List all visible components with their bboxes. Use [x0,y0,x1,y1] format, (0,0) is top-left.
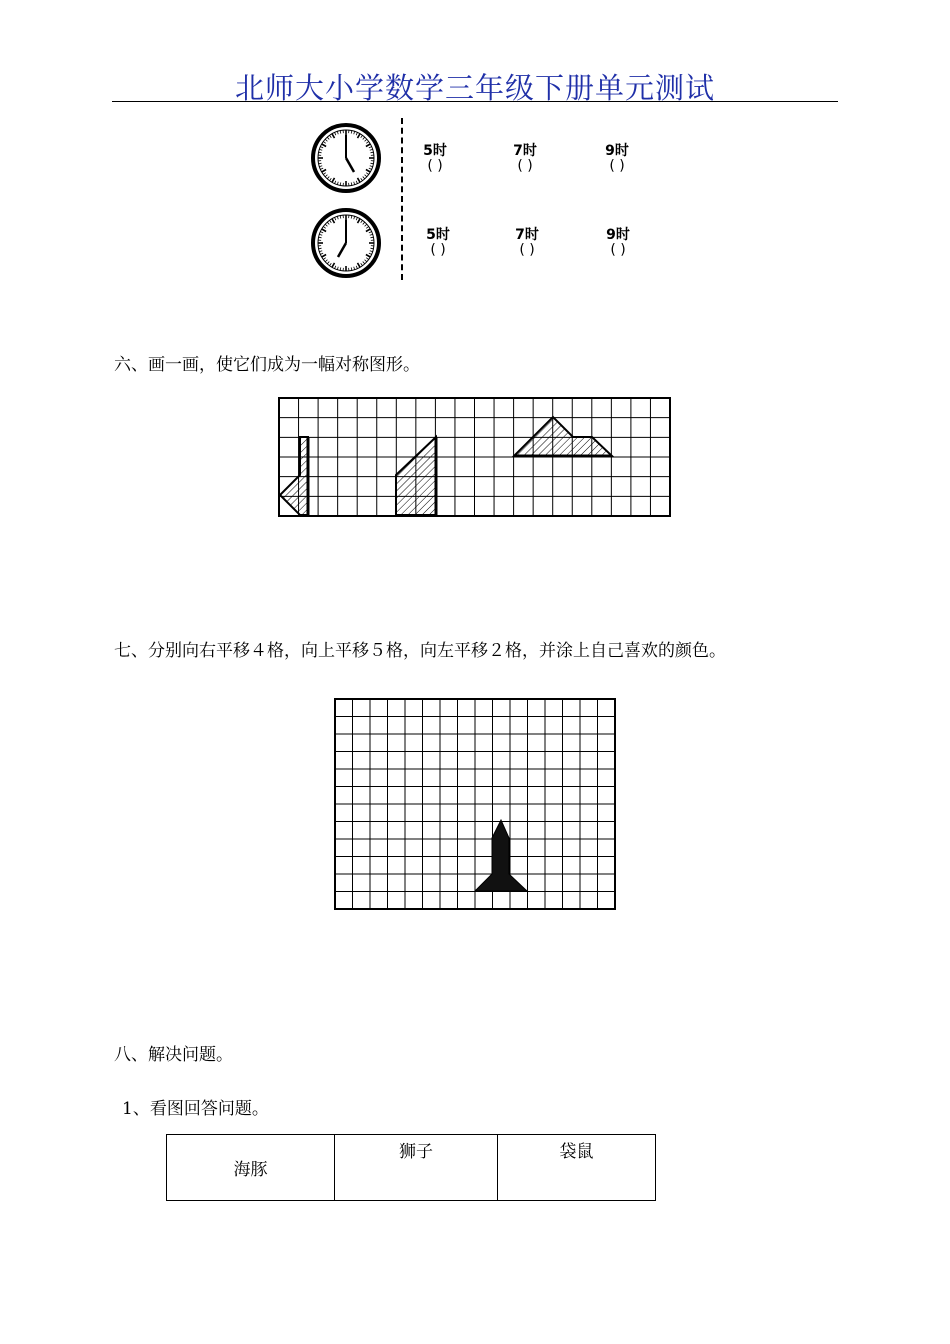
q8-heading: 八、解决问题。 [114,1045,233,1065]
q6-shape-left [280,437,308,515]
q7-translation-grid[interactable] [334,698,617,911]
option-label: 9时 [605,143,629,159]
q7-arrow-shape [475,820,527,891]
answer-blank[interactable]: ( ) [610,242,626,258]
page-title: 北师大小学数学三年级下册单元测试 [234,71,715,105]
answer-blank[interactable]: ( ) [430,242,446,258]
q6-shape-right [514,417,612,456]
clock-icon-7 [310,207,382,279]
clock-divider [401,118,403,280]
q8-animal-table [166,1134,656,1201]
table-cell-kangaroo: 袋鼠 [498,1135,656,1201]
table-cell-dolphin: 海豚 [167,1135,335,1201]
answer-blank[interactable]: ( ) [519,242,535,258]
clock-section [0,0,950,300]
q7-heading: 七、分别向右平移４格，向上平移５格，向左平移２格，并涂上自己喜欢的颜色。 [114,641,726,661]
option-label: 9时 [606,227,630,243]
q8-subquestion-1: 1、看图回答问题。 [122,1099,269,1119]
clock-icon-5 [310,122,382,194]
answer-blank[interactable]: ( ) [517,158,533,174]
table-cell-lion: 狮子 [335,1135,498,1201]
answer-blank[interactable]: ( ) [427,158,443,174]
option-label: 5时 [426,227,450,243]
answer-blank[interactable]: ( ) [609,158,625,174]
q6-heading: 六、画一画，使它们成为一幅对称图形。 [114,355,420,375]
option-label: 7时 [513,143,537,159]
option-label: 5时 [423,143,447,159]
option-label: 7时 [515,227,539,243]
q6-symmetry-grid[interactable] [278,397,673,519]
